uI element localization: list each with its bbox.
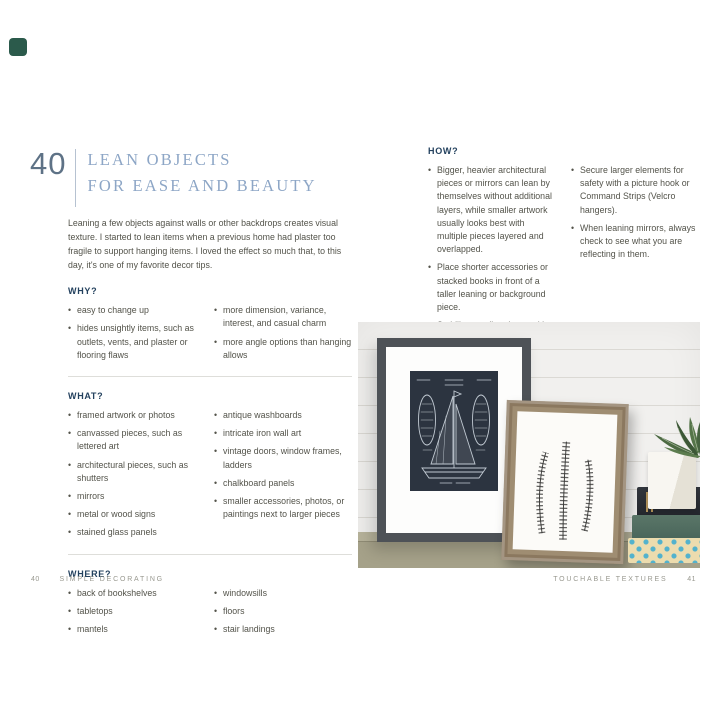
section-divider <box>68 554 352 555</box>
list-item: • stained glass panels <box>68 526 198 539</box>
section-heading-why: WHY? <box>68 286 98 297</box>
title-line-1: LEAN OBJECTS <box>87 150 232 169</box>
list-item: • mirrors <box>68 490 198 503</box>
intro-paragraph: Leaning a few objects against walls or other backdrops creates visual texture. I started to lean items when a previous home had plaster too fragile to support hanging items. I loved the effect so much that, to this day, it's one of my favorite decor tips. <box>68 218 342 271</box>
section-heading-where: WHERE? <box>68 568 112 579</box>
section-divider <box>68 376 352 377</box>
list-item: • Bigger, heavier architectural pieces or mirrors can lean by themselves without additional layers, while smaller artwork usually looks best with multiple pieces layered and overlapped. <box>428 164 553 256</box>
sailboat-illustration <box>410 371 498 491</box>
list-item: • more dimension, variance, interest, and casual charm <box>214 304 352 330</box>
tip-header <box>30 146 352 207</box>
why-list-col1 <box>68 299 198 362</box>
succulent-plant <box>638 414 700 460</box>
list-item: • back of bookshelves <box>68 587 198 600</box>
section-heading-how: HOW? <box>428 146 459 156</box>
left-page <box>30 146 352 636</box>
list-item: • more angle options than hanging allows <box>214 336 352 362</box>
list-item: • easy to change up <box>68 304 198 317</box>
list-item: • windowsills <box>214 587 352 600</box>
succulent-illustration <box>638 414 700 460</box>
where-list-col1 <box>68 582 198 637</box>
list-item: • canvassed pieces, such as lettered art <box>68 427 198 453</box>
where-list-col2 <box>214 582 352 637</box>
list-item: • Secure larger elements for safety with a picture hook or Command Strips (Velcro hangers). <box>571 164 696 217</box>
tip-number: 40 <box>30 146 67 181</box>
list-item: • When leaning mirrors, always check to see what you are reflecting in them. <box>571 222 696 262</box>
book-patterned <box>628 538 700 563</box>
why-list-col2 <box>214 299 352 362</box>
page-number-right: 41 <box>687 576 696 583</box>
list-item: • framed artwork or photos <box>68 409 198 422</box>
book-title-footer: SIMPLE DECORATING <box>59 576 164 583</box>
list-item: • architectural pieces, such as shutters <box>68 459 198 485</box>
what-list-col2 <box>214 404 352 540</box>
list-item: • intricate iron wall art <box>214 427 352 440</box>
list-item: • mantels <box>68 623 198 636</box>
footer-left <box>31 576 164 583</box>
page-number-left: 40 <box>31 576 40 583</box>
section-where <box>68 582 352 637</box>
sailboat-patent-print <box>410 371 498 491</box>
section-what <box>68 404 352 540</box>
small-wood-frame <box>501 400 629 564</box>
list-item: • hides unsightly items, such as outlets, vents, and plaster or flooring flaws <box>68 322 198 362</box>
footer-right <box>553 576 696 583</box>
fern-print <box>513 411 618 552</box>
page-title <box>87 146 316 200</box>
list-item: • antique washboards <box>214 409 352 422</box>
list-item: • chalkboard panels <box>214 477 352 490</box>
list-item: • vintage doors, window frames, ladders <box>214 445 352 471</box>
corner-badge-icon <box>9 38 27 56</box>
list-item: • stair landings <box>214 623 352 636</box>
list-item: • Place shorter accessories or stacked books in front of a taller leaning or background piece. <box>428 261 553 314</box>
section-why <box>68 299 352 362</box>
book-teal <box>632 515 700 540</box>
succulent-pot <box>648 452 696 509</box>
what-list-col1 <box>68 404 198 540</box>
fern-illustration <box>513 411 618 552</box>
chapter-title-footer: TOUCHABLE TEXTURES <box>553 576 668 583</box>
title-divider <box>75 149 76 207</box>
list-item: • metal or wood signs <box>68 508 198 521</box>
list-item: • smaller accessories, photos, or paintings next to larger pieces <box>214 495 352 521</box>
list-item: • tabletops <box>68 605 198 618</box>
section-heading-what: WHAT? <box>68 391 104 401</box>
list-item: • floors <box>214 605 352 618</box>
styled-photo <box>358 322 700 568</box>
title-line-2: FOR EASE AND BEAUTY <box>87 176 317 196</box>
